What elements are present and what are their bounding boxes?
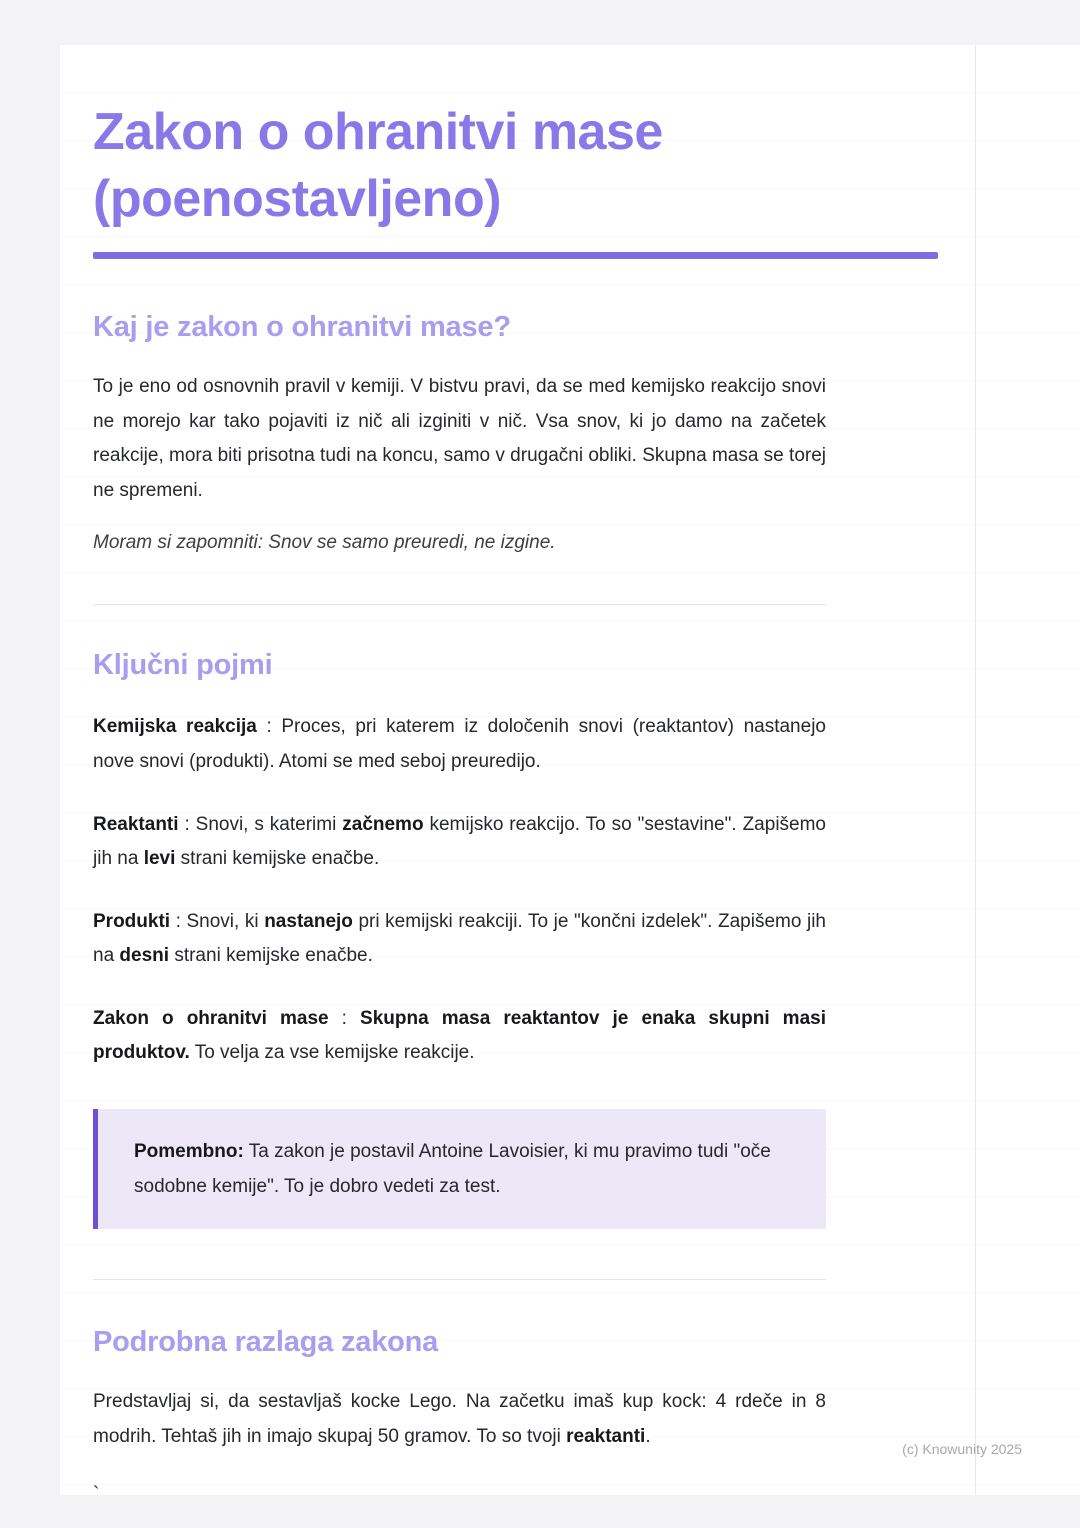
section-heading-explanation: Podrobna razlaga zakona: [93, 1326, 439, 1359]
document-page: [60, 45, 1080, 1506]
intro-note-italic: Moram si zapomniti: Snov se samo preuredi, ne izgine.: [93, 532, 556, 554]
title-underline-rule: [93, 252, 938, 259]
section-heading-terms: Ključni pojmi: [93, 649, 273, 682]
explanation-paragraph: Predstavljaj si, da sestavljaš kocke Lego. Na začetku imaš kup kock: 4 rdeče in 8 modrih. Tehtaš jih in imajo skupaj 50 gramov. To so tvoji reaktanti.: [93, 1391, 826, 1447]
term-reactants: Reaktanti : Snovi, s katerimi začnemo kemijsko reakcijo. To so "sestavine". Zapišemo jih na levi strani kemijske enačbe.: [93, 813, 826, 870]
page-title-line1: Zakon o ohranitvi mase: [93, 103, 663, 161]
page-margin-line: [975, 45, 976, 1495]
section-divider: [93, 604, 826, 605]
term-chemical-reaction: Kemijska reakcija : Proces, pri katerem iz določenih snovi (reaktantov) nastanejo nove snovi (produkti). Atomi se med seboj preuredijo.: [93, 716, 826, 772]
footer-copyright: (c) Knowunity 2025: [902, 1441, 1022, 1457]
document-content: [60, 45, 860, 1506]
section-divider: [93, 1279, 826, 1280]
page-title-line2: (poenostavljeno): [93, 169, 502, 228]
section-heading-intro: Kaj je zakon o ohranitvi mase?: [93, 311, 511, 344]
intro-paragraph: To je eno od osnovnih pravil v kemiji. V bistvu pravi, da se med kemijsko reakcijo snovi ne morejo kar tako pojaviti iz nič ali izginiti v nič. Vsa snov, ki jo damo na začetek reakcije, mora biti prisotna tudi na koncu, samo v drugačni obliki. Skupna masa se torej ne spremeni.: [93, 376, 826, 501]
important-callout: Pomembno: Ta zakon je postavil Antoine Lavoisier, ki mu pravimo tudi "oče sodobne kemije". To je dobro vedeti za test.: [93, 1109, 826, 1229]
stray-backtick: `: [93, 1484, 100, 1506]
page-title: [93, 99, 860, 232]
term-law-of-conservation: Zakon o ohranitvi mase : Skupna masa reaktantov je enaka skupni masi produktov. To velja za vse kemijske reakcije.: [93, 1007, 826, 1064]
term-products: Produkti : Snovi, ki nastanejo pri kemijski reakciji. To je "končni izdelek". Zapišemo jih na desni strani kemijske enačbe.: [93, 910, 826, 967]
